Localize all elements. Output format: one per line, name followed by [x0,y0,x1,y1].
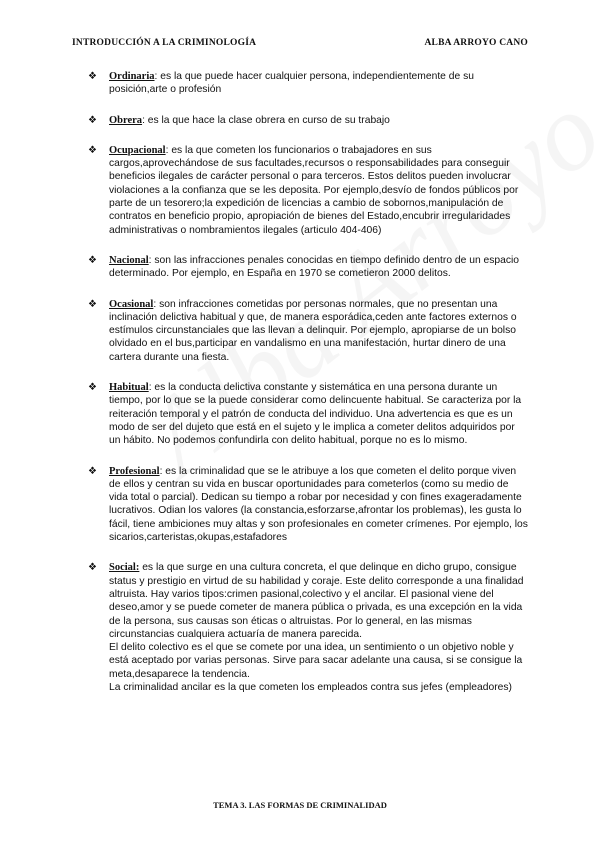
diamond-bullet-icon: ❖ [88,254,97,266]
item-term: Ordinaria [109,71,155,82]
item-term: Ocupacional [109,144,166,156]
list-item [88,465,528,545]
item-text: : es la conducta delictiva constante y sistemática en una persona durante un tiempo, por lo que se la puede considerar como delincuente habitual. Se caracteriza por la reiteración temporal y el patrón de conducta del individuo. Una advertencia es que es un modo de ser del dujeto que está en el sujeto y le implica a cometer delitos adquiridos por un hábito. No podemos confundirla con delito habitual, porque no es lo mismo. [109,382,522,447]
item-paragraph-extra: El delito colectivo es el que se comete por una idea, un sentimiento o un objetivo noble y está aceptado por varias personas. Sirve para sacar adelante una causa, si se consigue la meta,desaparece la tendencia. [109,642,523,680]
list-item [88,70,528,97]
list-item [88,144,528,237]
item-paragraph [109,70,528,97]
item-text: : es la que hace la clase obrera en curso de su trabajo [142,114,390,126]
item-paragraph [109,144,528,237]
item-term: Habitual [109,382,149,394]
item-term: Profesional [109,465,160,477]
item-paragraph [109,298,528,364]
diamond-bullet-icon: ❖ [88,114,97,126]
page-header [72,38,528,48]
item-text: : son las infracciones penales conocidas en tiempo definido dentro de un espacio determinado. Por ejemplo, en España en 1970 se cometieron 2000 delitos. [109,254,520,280]
diamond-bullet-icon: ❖ [88,144,97,156]
header-author: ALBA ARROYO CANO [424,38,528,48]
list-item [88,114,528,127]
item-text: : son infracciones cometidas por personas normales, que no presentan una inclinación delictiva habitual y que, de manera esporádica,ceden ante factores externos o estímulos circunstanciales que las llevan a delinquir. Por ejemplo, apropiarse de un bolso olvidado en el bus,participar en vandalismo en una manifestación, hurtar dinero de una cartera durante una fiesta. [109,298,517,363]
diamond-bullet-icon: ❖ [88,465,97,477]
item-text: : es la criminalidad que se le atribuye a los que cometen el delito porque viven de ellos y centran su vida en buscar oportunidades para cometerlos (como su medio de vida total o parcial). Dedican su tiempo a robar por necesidad y con fines exageradamente lucrativos. Odian los valores (la constancia,esforzarse,afrontar los problemas), les gusta lo fácil, tiene ambiciones muy altas y son profesionales en cometer crímenes. Por ejemplo, los sicarios,carteristas,okupas,estafadores [109,465,528,544]
item-term: Social: [109,562,140,574]
document-body [88,70,528,711]
diamond-bullet-icon: ❖ [88,298,97,310]
item-paragraph [109,381,528,447]
item-text: : es la que cometen los funcionarios o trabajadores en sus cargos,aprovechándose de sus facultades,recursos o responsabilidades para conseguir beneficios ilegales de carácter personal o para terceros. Estos delitos pueden involucrar violaciones a la confianza que se les deposita. Por ejemplo,desvío de fondos públicos por parte de un tesorero;la expedición de licencias a cambio de sobornos,manipulación de contratos en beneficio propio, apropiación de bienes del Estado,encubrir irregularidades administrativas o nombramientos ilegales (articulo 404-406) [109,144,519,236]
item-text: : es la que puede hacer cualquier persona, independientemente de su posición,arte o profesión [109,71,474,96]
diamond-bullet-icon: ❖ [88,382,97,394]
item-term: Obrera [109,114,143,126]
item-paragraph [109,114,528,127]
page-footer: TEMA 3. LAS FORMAS DE CRIMINALIDAD [213,800,387,810]
item-paragraph-extra: La criminalidad ancilar es la que cometen los empleados contra sus jefes (empleadores) [109,681,512,693]
list-item [88,254,528,281]
item-text: es la que surge en una cultura concreta, el que delinque en dicho grupo, consigue status y prestigio en virtud de su habilidad y coraje. Este delito corresponde a una finalidad altruista. Hay varios tipos:crimen pasional,colectivo y el ancilar. El pasional viene del deseo,amor y se puede cometer de manera pública o privada, es una excepción en la vida de la persona, sus causas son éticas o altruistas. Por lo general, en las mismas circunstancias cualquiera actuaría de manera parecida. [109,562,524,640]
item-paragraph [109,465,528,545]
diamond-bullet-icon: ❖ [88,562,97,574]
list-item [88,561,528,694]
header-course-title: INTRODUCCIÓN A LA CRIMINOLOGÍA [72,38,257,48]
diamond-bullet-icon: ❖ [88,71,97,82]
list-item [88,381,528,447]
item-paragraph [109,254,528,281]
item-paragraph [109,561,528,641]
item-term: Ocasional [109,298,154,310]
list-item [88,298,528,364]
item-term: Nacional [109,254,149,266]
